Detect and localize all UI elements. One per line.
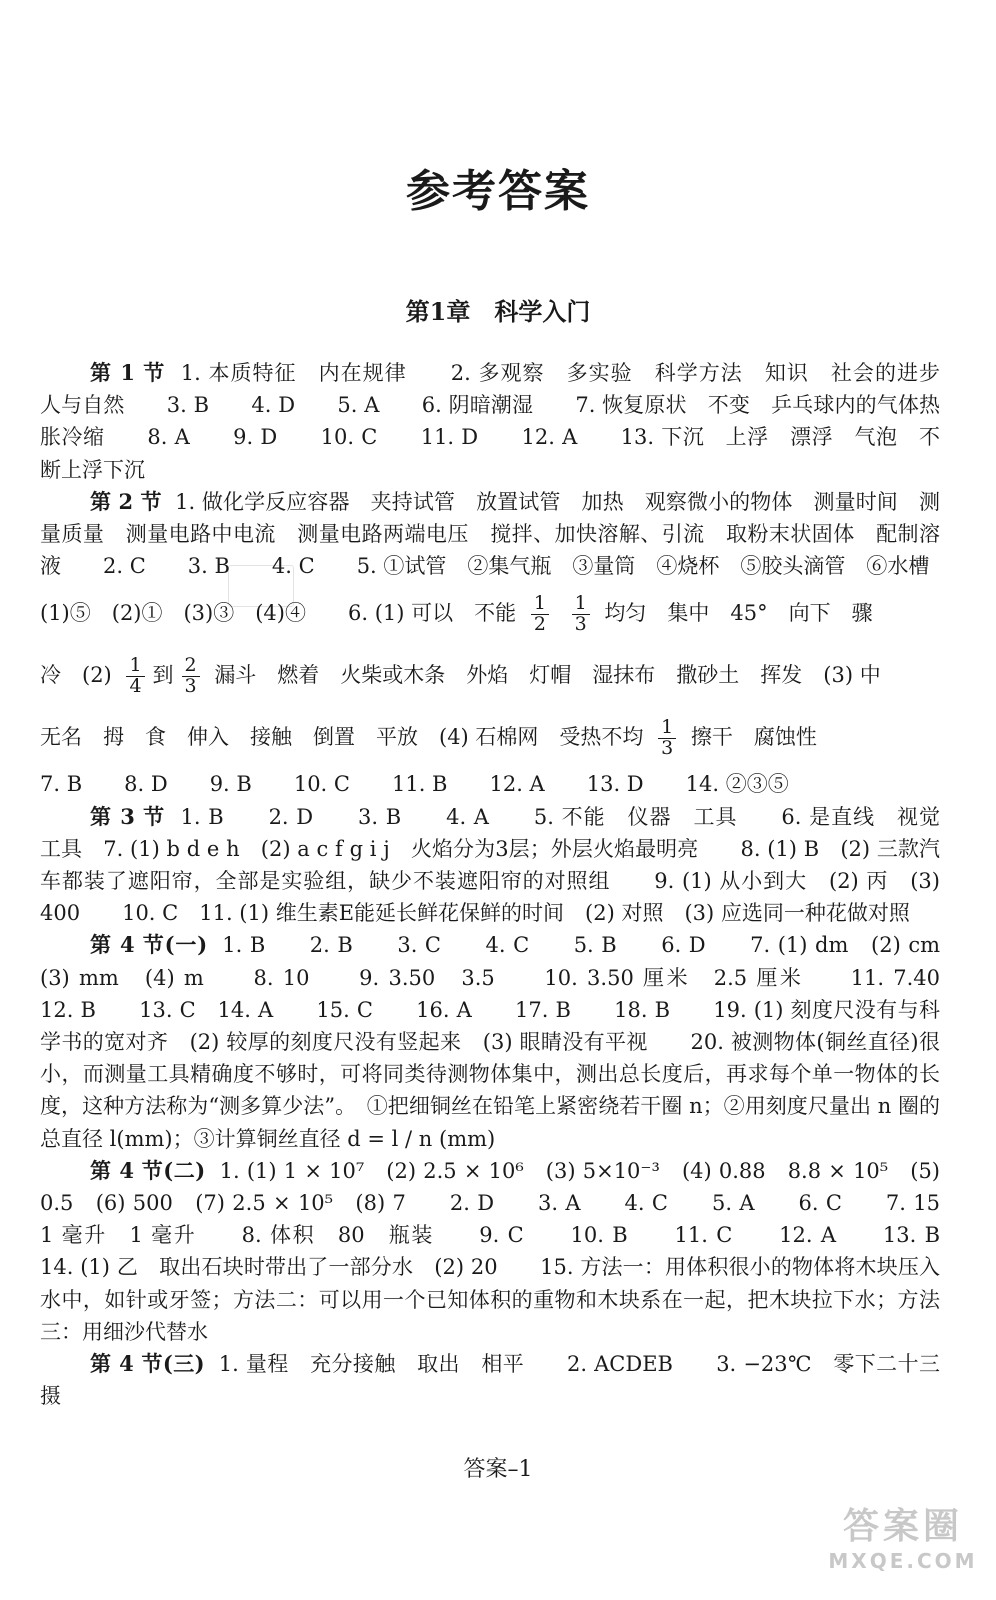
section-label: 第 3 节 [90, 803, 166, 829]
fraction: $\frac{1}{4}$ [126, 656, 144, 697]
section-2 [40, 486, 940, 583]
fraction: $\frac{2}{3}$ [182, 656, 200, 697]
section-label: 第 4 节(二) [90, 1157, 206, 1183]
section-text: 1. B 2. D 3. B 4. A 5. 不能 仪器 工具 6. 是直线 视觉 工具 7. (1) b d e h (2) a c f g i j 火焰分为3层；外层火焰最明亮 8. (1) B (2) 三款汽车都装了遮阳帘，全部是实验组，缺少不装遮阳帘的对照组 9. (1) 从小到大 (2) 丙 (3) 400 10. C 11. (1) 维生素E能延长鲜花保鲜的时间 (2) 对照 (3) 应选同一种花做对照 [40, 804, 962, 926]
section-text: 1. 量程 充分接触 取出 相平 2. ACDEB 3. −23℃ 零下二十三摄 [40, 1352, 940, 1409]
section-2-fractions: (1)⑤ (2)① (3)③ (4)④ 6. (1) 可以 不能 $\frac{1}{2}$ $\frac{1}{3}$ 均匀 集中 45° 向下 骤 冷 (2) $\frac{1}{4}$ 到 $\frac{2}{3}$ 漏斗 燃着 火柴或木条 外焰 灯帽 湿抹布 撒砂土 挥发 (3) 中 无名 拇 食 伸入 接触 倒置 平放 (4) 石棉网 受热不均 $\frac{1}{3}$ 擦干 腐蚀性 [40, 592, 881, 760]
fraction: $\frac{1}{3}$ [572, 594, 590, 635]
fraction: $\frac{1}{2}$ [531, 594, 549, 635]
fraction: $\frac{1}{3}$ [658, 718, 676, 759]
section-2-tail: 7. B 8. D 9. B 10. C 11. B 12. A 13. D 14. ②③⑤ [40, 772, 789, 797]
chapter-heading: 第1章 科学入门 [405, 297, 591, 326]
section-label: 第 4 节(三) [90, 1351, 205, 1377]
section-label: 第 2 节 [90, 488, 162, 514]
section-4-1 [40, 929, 982, 1154]
section-3 [40, 801, 962, 930]
answer-content [40, 357, 982, 1412]
section-text: 1. (1) 1 × 10⁷ (2) 2.5 × 10⁶ (3) 5×10⁻³ (4) 0.88 8.8 × 10⁵ (5) 0.5 (6) 500 (7) 2.5 × 10⁵ (8) 7 2. D 3. A 4. C 5. A 6. C 7. 15 1 毫升 1 毫升 8. 体积 80 瓶装 9. C 10. B 11. C 12. A 13. B 14. (1) 乙 取出石块时带出了一部分水 (2) 20 15. 方法一：用体积很小的物体将木块压入水中，如针或牙签；方法二：可以用一个已知体积的重物和木块系在一起，把木块拉下水；方法三：用细沙代替水 [40, 1158, 982, 1344]
page-title: 参考答案 [406, 166, 590, 217]
section-4-2 [40, 1155, 982, 1348]
section-label: 第 4 节(一) [90, 932, 208, 958]
section-text: 1. 做化学反应容器 夹持试管 放置试管 加热 观察微小的物体 测量时间 测量质量 测量电路中电流 测量电路两端电压 搅拌、加快溶解、引流 取粉末状固体 配制溶液 2. C 3. B 4. C 5. ①试管 ②集气瓶 ③量筒 ④烧杯 ⑤胶头滴管 ⑥水槽 [40, 489, 940, 579]
section-1 [40, 357, 962, 486]
section-text: 1. 本质特征 内在规律 2. 多观察 多实验 科学方法 知识 社会的进步 人与自然 3. B 4. D 5. A 6. 阴暗潮湿 7. 恢复原状 不变 乒乓球内的气体热胀冷缩 8. A 9. D 10. C 11. D 12. A 13. 下沉 上浮 漂浮 气泡 不断上浮下沉 [40, 361, 962, 482]
section-label: 第 1 节 [90, 360, 166, 385]
watermark-logo: 答案圈 MXQE.COM [828, 1506, 978, 1573]
section-4-3 [40, 1348, 940, 1412]
page-footer: 答案–1 [463, 1457, 533, 1482]
section-text: 1. B 2. B 3. C 4. C 5. B 6. D 7. (1) dm (2) cm (3) mm (4) m 8. 10 9. 3.50 3.5 10. 3.50 厘米 2.5 厘米 11. 7.40 12. B 13. C 14. A 15. C 16. A 17. B 18. B 19. (1) 刻度尺没有与科学书的宽对齐 (2) 较厚的刻度尺没有竖起来 (3) 眼睛没有平视 20. 被测物体(铜丝直径)很小，而测量工具精确度不够时，可将同类待测物体集中，测出总长度后，再求每个单一物体的长度，这种方法称为“测多算少法”。 ①把细铜丝在铅笔上紧密绕若干圈 n；②用刻度尺量出 n 圈的总直径 l(mm)；③计算铜丝直径 d = l / n (mm) [40, 933, 982, 1151]
